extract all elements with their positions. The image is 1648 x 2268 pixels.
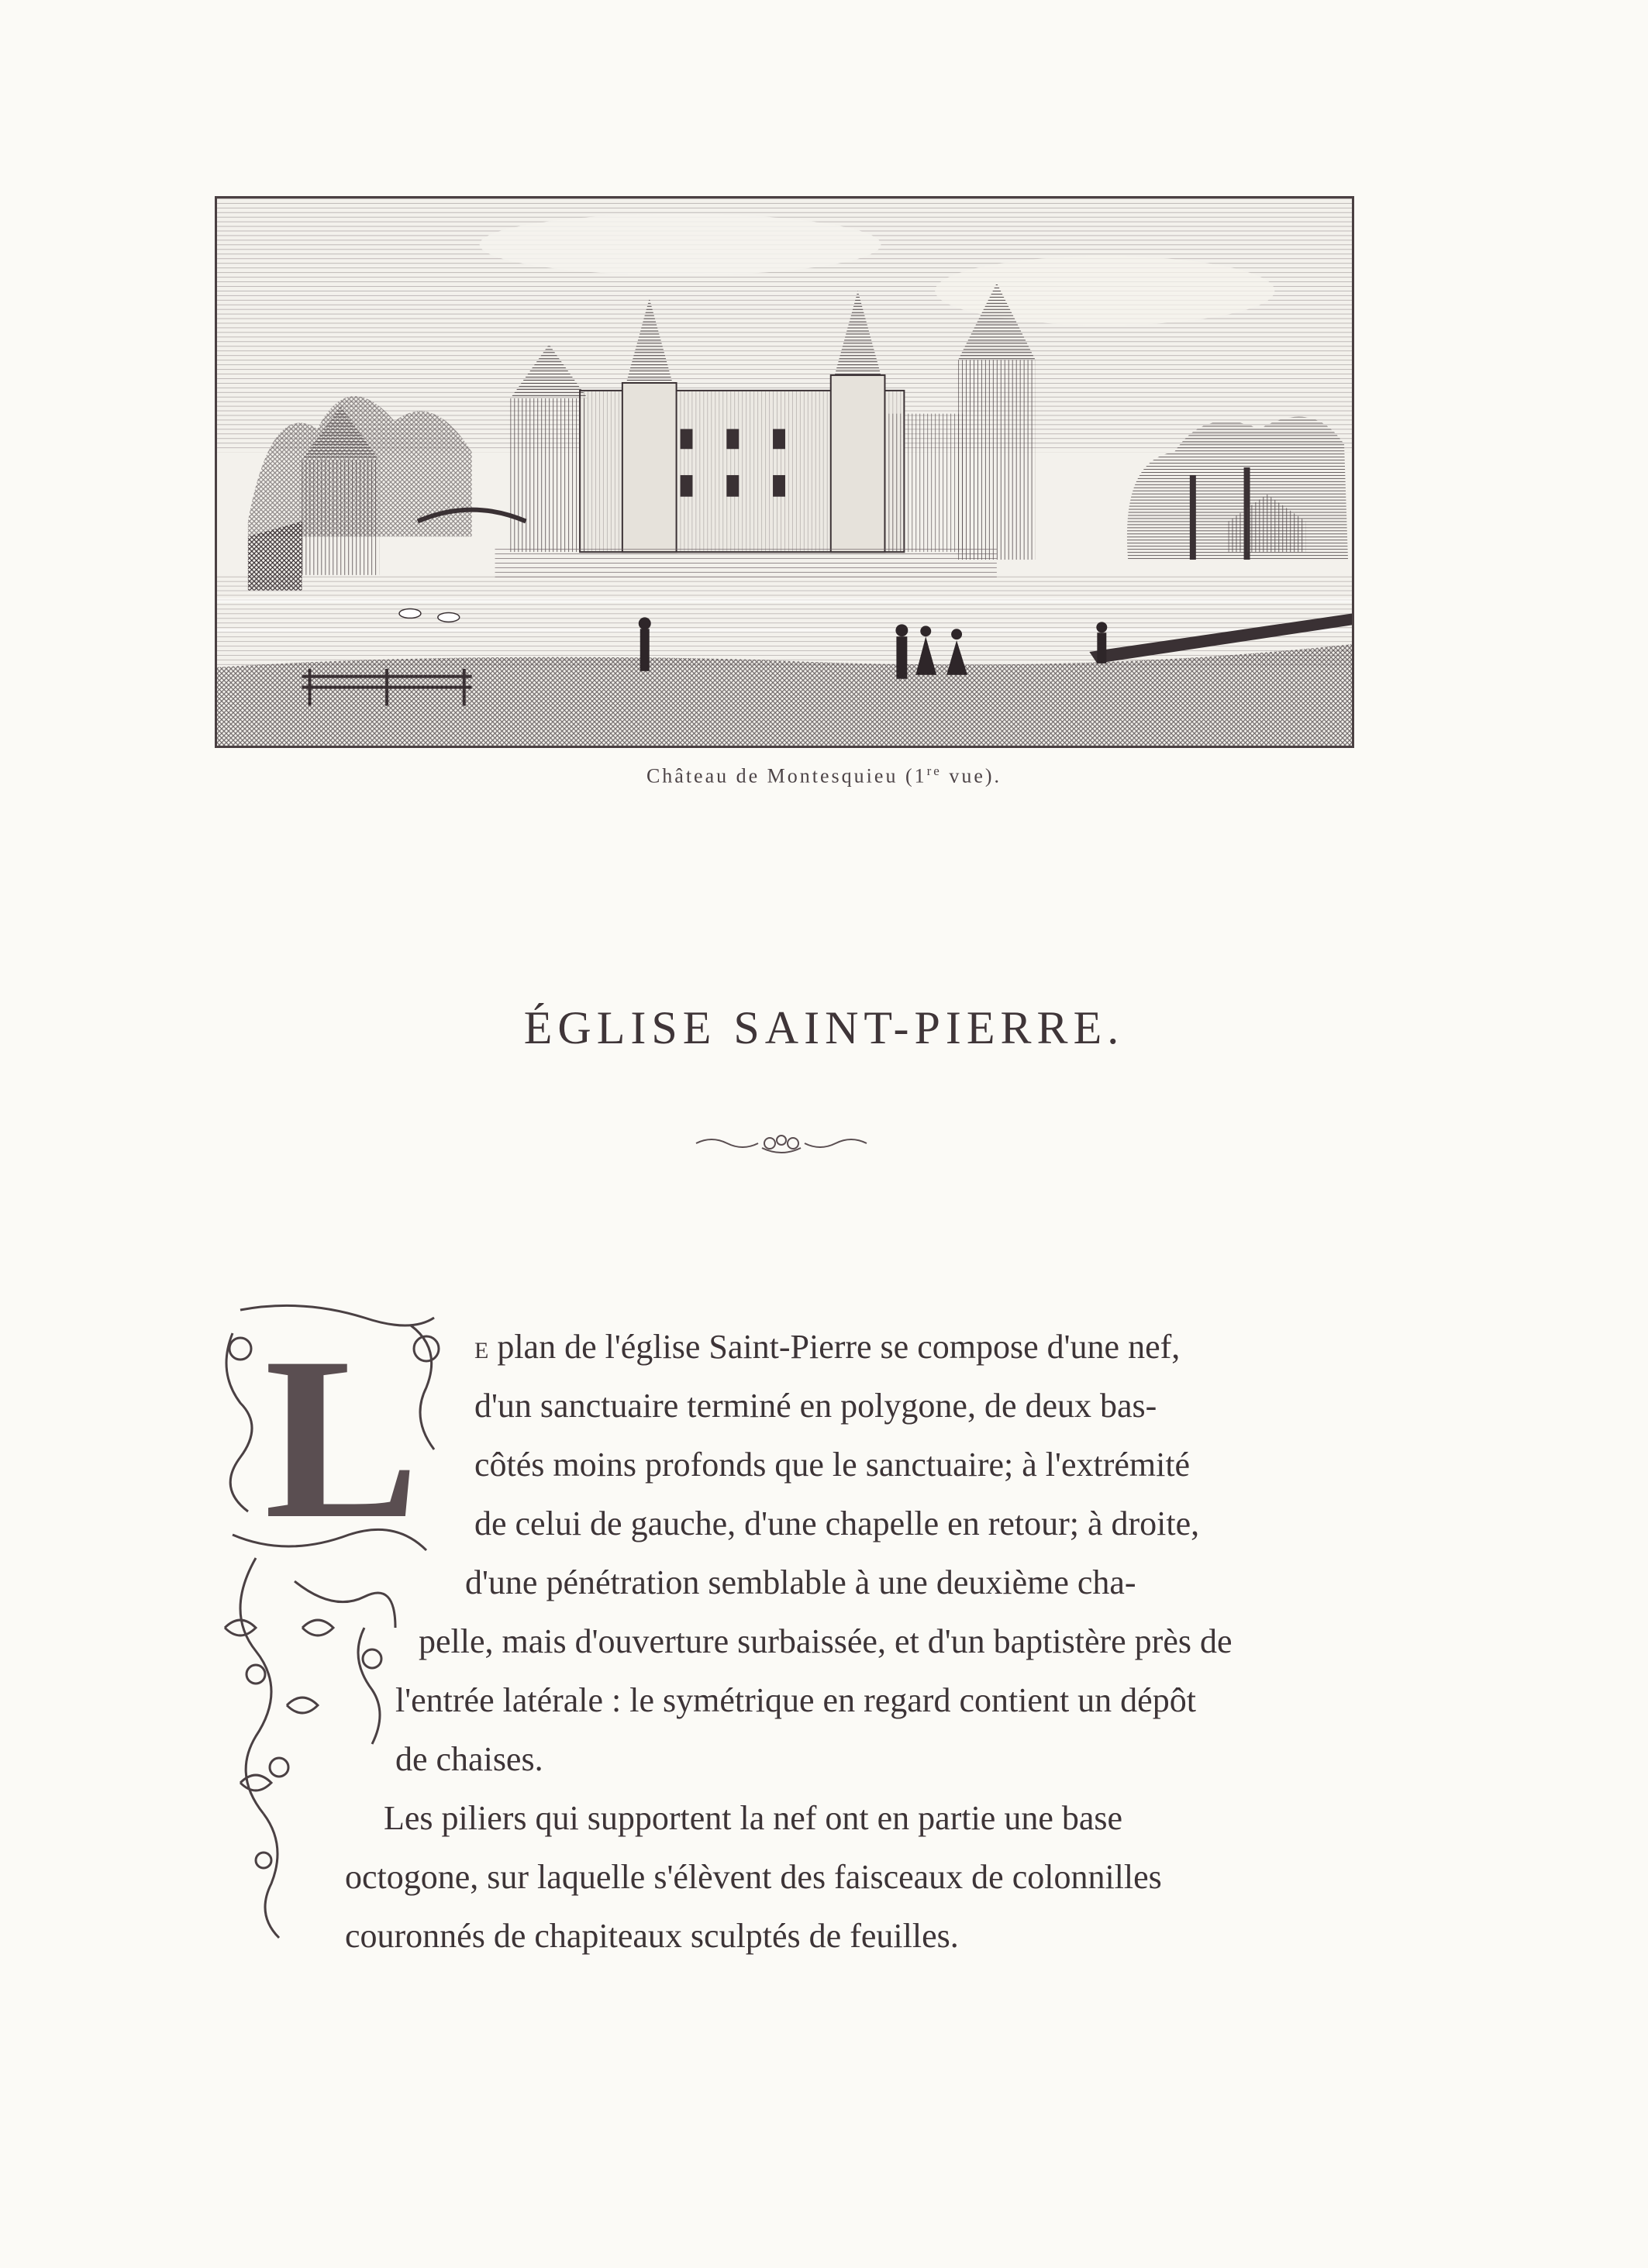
first-word-rest: E [474,1338,489,1363]
text-line-1-content: plan de l'église Saint-Pierre se compose d'une nef, [488,1328,1181,1366]
drop-cap-letter: L [264,1309,420,1567]
text-line-2: d'un sanctuaire terminé en polygone, de deux bas- [474,1387,1157,1425]
text-line-1 [474,1330,1180,1368]
illustration-caption [0,763,1648,788]
text-line-3: côtés moins profonds que le sanctuaire; à l'extrémité [474,1446,1191,1484]
page-title: ÉGLISE SAINT-PIERRE. [523,1002,1125,1053]
caption-superscript: re [926,763,942,778]
text-line-6: pelle, mais d'ouverture surbaissée, et d'un baptistère près de [419,1622,1233,1660]
text-line-5: d'une pénétration semblable à une deuxième cha- [465,1563,1136,1601]
ornamental-divider [692,1129,871,1157]
caption-main: Château de Montesquieu (1 [646,764,927,788]
text-line-8: de chaises. [395,1740,543,1778]
text-line-9: Les piliers qui supportent la nef ont en partie une base [384,1799,1123,1837]
text-line-4: de celui de gauche, d'une chapelle en retour; à droite, [474,1505,1200,1542]
chateau-engraving [215,196,1354,748]
text-line-11: couronnés de chapiteaux sculptés de feuilles. [345,1917,959,1955]
chateau-engraving-picture [217,198,1352,746]
text-line-7: l'entrée latérale : le symétrique en regard contient un dépôt [395,1681,1196,1719]
text-line-10: octogone, sur laquelle s'élèvent des faisceaux de colonnilles [345,1858,1162,1896]
caption-end: vue). [941,764,1002,788]
